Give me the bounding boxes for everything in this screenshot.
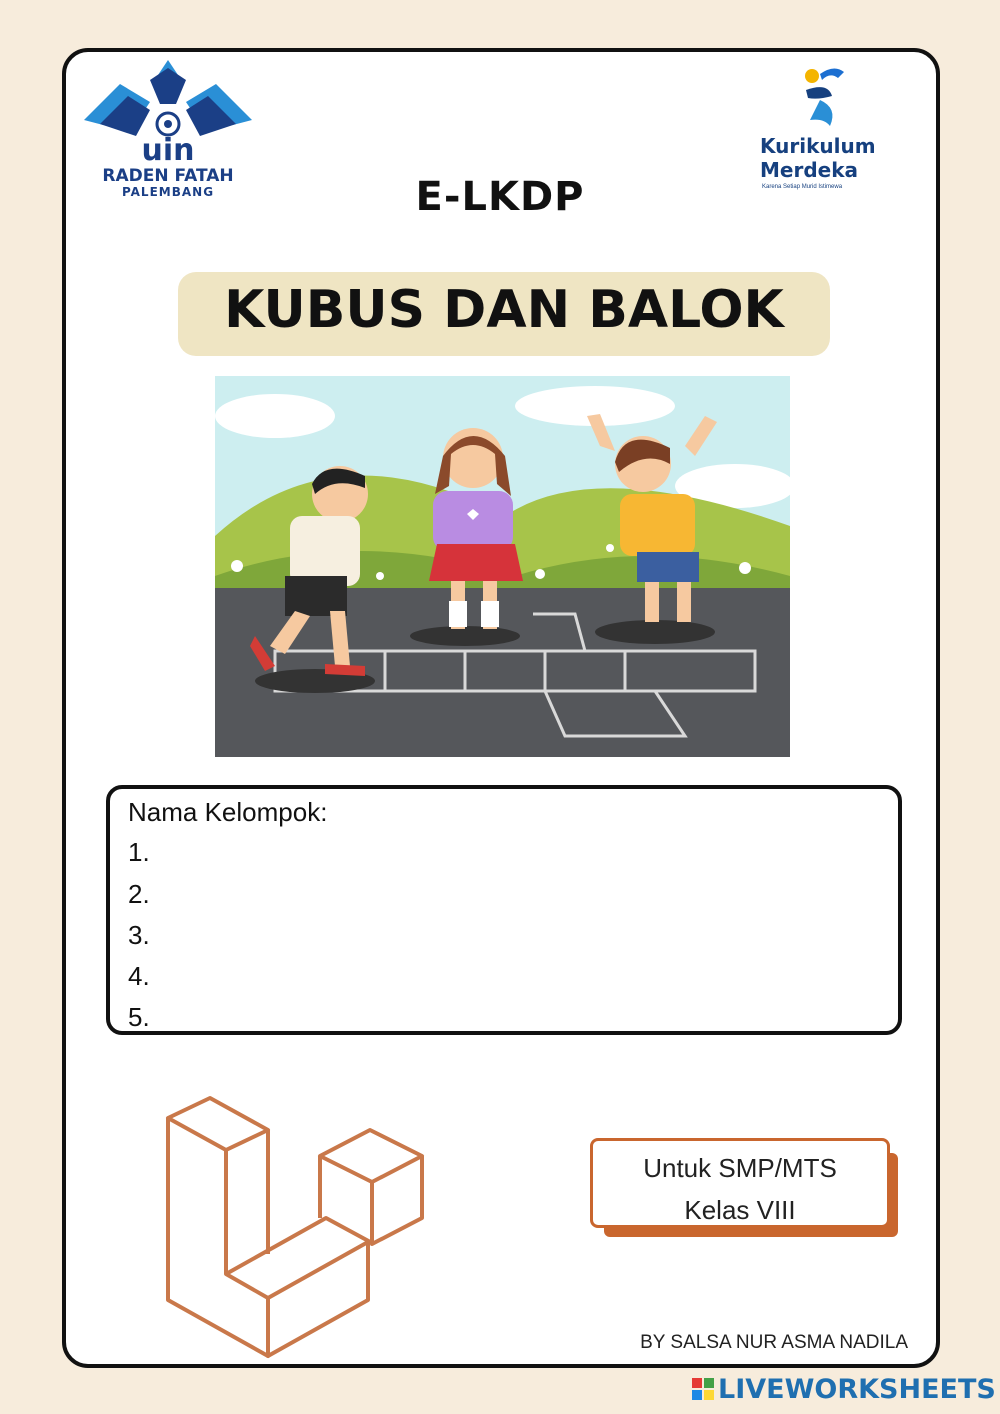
badge-school-level: Untuk SMP/MTS [643,1153,837,1183]
author-credit: BY SALSA NUR ASMA NADILA [640,1332,908,1353]
uin-name-line1: RADEN FATAH [102,166,234,186]
uin-wing-emblem [80,60,256,170]
liveworksheets-icon [692,1378,714,1400]
level-badge [590,1138,890,1228]
liveworksheets-wordmark: LIVEWORKSHEETS [718,1374,996,1405]
uin-raden-fatah-logo [80,60,256,200]
document-type-heading: E-LKDP [415,174,585,220]
kurikulum-figure-icon [758,64,898,134]
group-names-heading: Nama Kelompok: [128,797,328,827]
kurikulum-line2: Merdeka [760,158,859,182]
group-member-line-2: 2. [128,879,150,909]
badge-grade: Kelas VIII [684,1195,796,1225]
group-member-line-5: 5. [128,1002,150,1032]
uin-mark-text: uin [141,133,195,168]
group-member-line-4: 4. [128,961,150,991]
group-member-line-3: 3. [128,920,150,950]
group-member-line-1: 1. [128,837,150,867]
page-title: KUBUS DAN BALOK [224,280,784,340]
uin-name-line2: PALEMBANG [121,185,215,199]
title-highlight [178,272,830,356]
kurikulum-merdeka-logo [758,64,898,199]
group-names-box [106,785,902,1035]
kurikulum-tagline: Karena Setiap Murid Istimewa [762,184,843,190]
children-hopscotch-illustration [215,376,790,757]
cube-blocks-icon [164,1094,428,1362]
kurikulum-line1: Kurikulum [760,134,876,158]
